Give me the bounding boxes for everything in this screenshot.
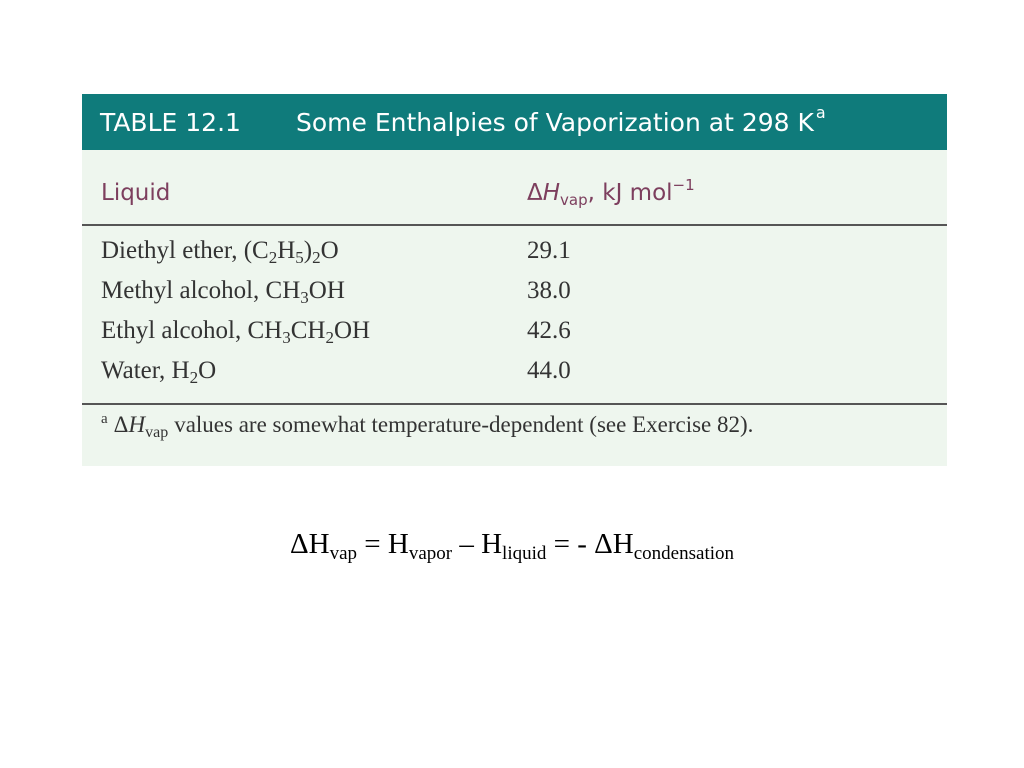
unit-label: , kJ mol (587, 180, 673, 206)
footnote-delta: Δ (113, 412, 129, 437)
table-title: Some Enthalpies of Vaporization at 298 K (296, 107, 814, 137)
footnote-subscript: vap (145, 424, 169, 441)
table-footnote (101, 411, 754, 441)
eq-subscript: liquid (502, 543, 547, 564)
liquid-name: Diethyl ether, $(C_2H_5)_2O$ (101, 237, 339, 267)
table-row (82, 237, 947, 277)
column-header-liquid: Liquid (101, 180, 171, 206)
eq-term: ΔH (289, 528, 330, 560)
h-symbol: H (542, 180, 561, 206)
footer-divider (82, 403, 947, 405)
footnote-marker: a (101, 411, 108, 427)
enthalpy-value: 42.6 (527, 317, 571, 344)
table-number: TABLE 12.1 (100, 107, 241, 137)
eq-subscript: vap (329, 543, 358, 564)
enthalpy-value: 38.0 (527, 277, 571, 304)
eq-term: = H (357, 528, 409, 560)
unit-exponent: −1 (672, 176, 695, 194)
liquid-name: Methyl alcohol, $CH_3OH$ (101, 277, 345, 307)
liquid-name: Ethyl alcohol, $CH_3CH_2OH$ (101, 317, 371, 347)
enthalpy-value: 29.1 (527, 237, 571, 264)
eq-subscript: vapor (408, 543, 453, 564)
table-row (82, 357, 947, 397)
enthalpy-value: 44.0 (527, 357, 571, 384)
vaporization-equation (0, 528, 1024, 564)
table-row (82, 317, 947, 357)
footnote-text: values are somewhat temperature-dependent (see Exercise 82). (174, 412, 754, 437)
column-header-enthalpy (527, 176, 695, 209)
table-title-footnote-marker: a (815, 102, 826, 122)
eq-term: – H (452, 528, 503, 560)
delta-symbol: Δ (527, 180, 543, 206)
liquid-name: Water, $H_2O$ (101, 357, 217, 387)
enthalpy-table (82, 94, 947, 466)
table-header (82, 94, 947, 150)
header-divider (82, 224, 947, 226)
footnote-h: H (128, 412, 146, 437)
eq-subscript: condensation (633, 543, 735, 564)
table-row (82, 277, 947, 317)
table-body (82, 237, 947, 397)
eq-term: = - ΔH (546, 528, 634, 560)
vap-subscript: vap (560, 191, 588, 209)
